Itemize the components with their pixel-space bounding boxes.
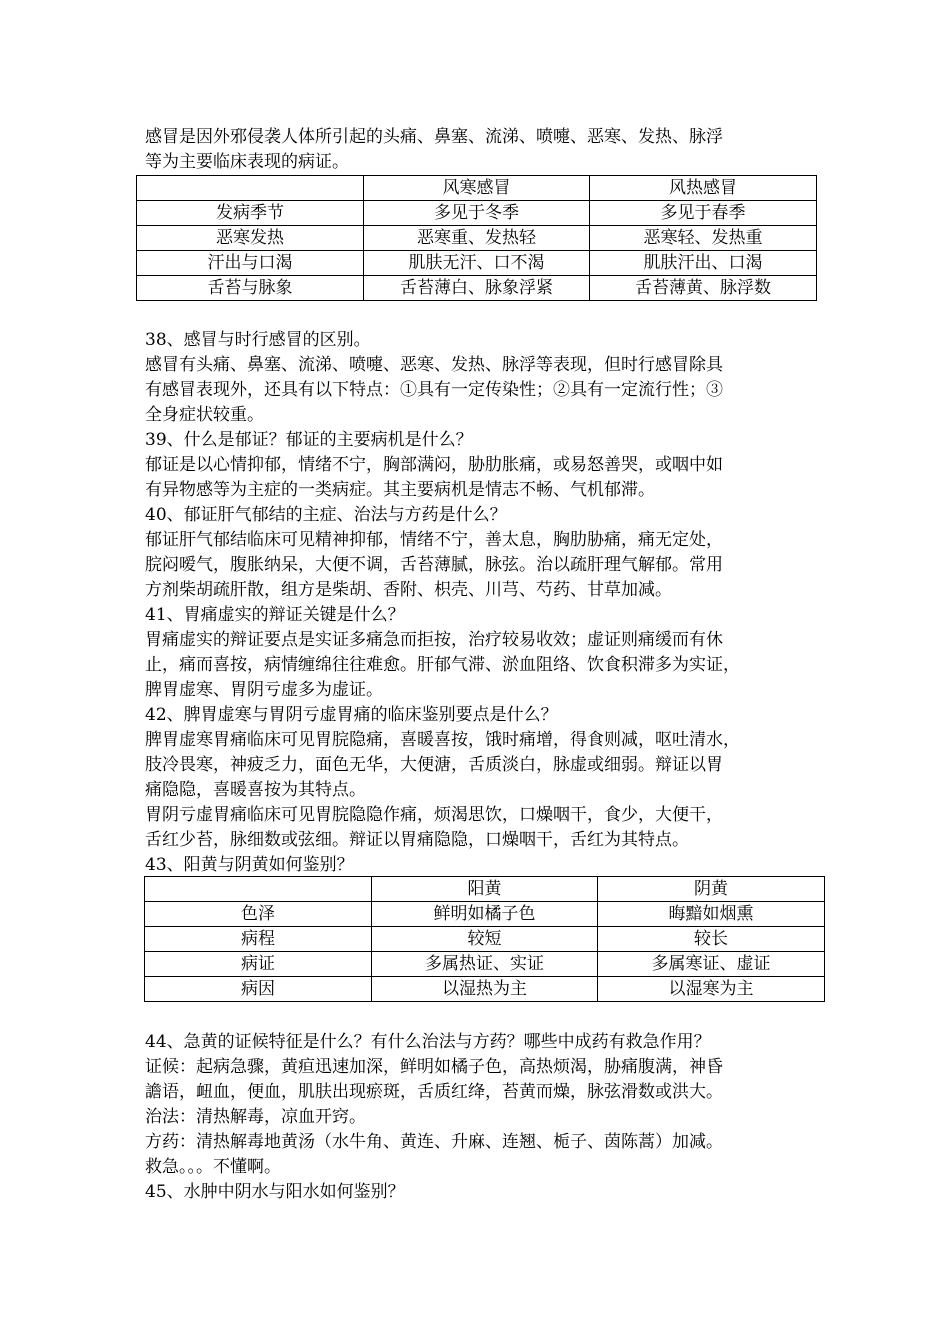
jaundice-comparison-table (144, 876, 825, 1002)
body-line: 胃痛虚实的辩证要点是实证多痛急而拒按，治疗较易收效；虚证则痛缓而有休 (145, 630, 723, 650)
table-row (137, 276, 817, 301)
table-cell: 恶寒轻、发热重 (590, 226, 817, 251)
table-row (137, 251, 817, 276)
table-header-cell (145, 877, 372, 902)
table-row (137, 201, 817, 226)
table-cell: 舌苔与脉象 (137, 276, 364, 301)
table-cell: 色泽 (145, 902, 372, 927)
body-line: 肢冷畏寒，神疲乏力，面色无华，大便溏，舌质淡白，脉虚或细弱。辩证以胃 (145, 755, 723, 775)
table-cell: 病程 (145, 927, 372, 952)
table-cell: 晦黯如烟熏 (598, 902, 825, 927)
table-cell: 舌苔薄白、脉象浮紧 (364, 276, 590, 301)
table-cell: 病因 (145, 977, 372, 1002)
table-cell: 较短 (372, 927, 598, 952)
table-header-cell: 阳黄 (372, 877, 598, 902)
table-row (145, 927, 825, 952)
body-line: 有异物感等为主症的一类病症。其主要病机是情志不畅、气机郁滞。 (145, 480, 655, 500)
table-header-cell (137, 176, 364, 201)
table-cell: 较长 (598, 927, 825, 952)
intro-line: 感冒是因外邪侵袭人体所引起的头痛、鼻塞、流涕、喷嚏、恶寒、发热、脉浮 (145, 127, 723, 147)
section-heading: 44、急黄的证候特征是什么？有什么治法与方药？哪些中成药有救急作用？ (145, 1032, 711, 1052)
table-cell: 汗出与口渴 (137, 251, 364, 276)
cold-type-comparison-table (136, 175, 817, 301)
table-cell: 肌肤汗出、口渴 (590, 251, 817, 276)
body-line: 感冒有头痛、鼻塞、流涕、喷嚏、恶寒、发热、脉浮等表现，但时行感冒除具 (145, 355, 723, 375)
body-line: 脾胃虚寒胃痛临床可见胃脘隐痛，喜暖喜按，饿时痛增，得食则减，呕吐清水， (145, 730, 740, 750)
body-line: 譫语，衄血，便血，肌肤出现瘀斑，舌质红绛，苔黄而燥，脉弦滑数或洪大。 (145, 1082, 723, 1102)
table-row (145, 977, 825, 1002)
table-row (137, 226, 817, 251)
body-line: 痛隐隐，喜暖喜按为其特点。 (145, 780, 366, 800)
body-line: 脘闷嗳气，腹胀纳呆，大便不调，舌苔薄腻，脉弦。治以疏肝理气解郁。常用 (145, 555, 723, 575)
section-heading: 41、胃痛虚实的辩证关键是什么？ (145, 605, 405, 625)
body-line: 治法：清热解毒，凉血开窍。 (145, 1107, 366, 1127)
table-cell: 病证 (145, 952, 372, 977)
body-line: 证候：起病急骤，黄疸迅速加深，鲜明如橘子色，高热烦渴，胁痛腹满，神昏 (145, 1057, 723, 1077)
body-line: 胃阴亏虚胃痛临床可见胃脘隐隐作痛，烦渴思饮，口燥咽干，食少，大便干， (145, 805, 723, 825)
table-header-row (145, 877, 825, 902)
body-line: 有感冒表现外，还具有以下特点：①具有一定传染性；②具有一定流行性；③ (145, 380, 723, 400)
body-line: 全身症状较重。 (145, 405, 264, 425)
table-cell: 多见于冬季 (364, 201, 590, 226)
table-cell: 舌苔薄黄、脉浮数 (590, 276, 817, 301)
section-heading: 39、什么是郁证？郁证的主要病机是什么？ (145, 430, 473, 450)
table-row (145, 902, 825, 927)
body-line: 舌红少苔，脉细数或弦细。辩证以胃痛隐隐，口燥咽干，舌红为其特点。 (145, 830, 689, 850)
intro-line: 等为主要临床表现的病证。 (145, 152, 349, 172)
table-cell: 多属热证、实证 (372, 952, 598, 977)
table-header-cell: 风寒感冒 (364, 176, 590, 201)
body-line: 脾胃虚寒、胃阴亏虚多为虚证。 (145, 680, 383, 700)
body-line: 郁证肝气郁结临床可见精神抑郁，情绪不宁，善太息，胸肋胁痛，痛无定处， (145, 530, 723, 550)
section-heading: 38、感冒与时行感冒的区别。 (145, 330, 371, 350)
table-cell: 以湿热为主 (372, 977, 598, 1002)
table-cell: 多属寒证、虚证 (598, 952, 825, 977)
table-cell: 鲜明如橘子色 (372, 902, 598, 927)
table-cell: 多见于春季 (590, 201, 817, 226)
table-header-row (137, 176, 817, 201)
section-heading: 42、脾胃虚寒与胃阴亏虚胃痛的临床鉴别要点是什么？ (145, 705, 558, 725)
body-line: 救急。。。不懂啊。 (145, 1157, 281, 1177)
section-heading: 45、水肿中阴水与阳水如何鉴别？ (145, 1182, 405, 1202)
table-row (145, 952, 825, 977)
table-cell: 以湿寒为主 (598, 977, 825, 1002)
body-line: 方药：清热解毒地黄汤（水牛角、黄连、升麻、连翘、栀子、茵陈蒿）加减。 (145, 1132, 723, 1152)
table-cell: 发病季节 (137, 201, 364, 226)
table-cell: 肌肤无汗、口不渴 (364, 251, 590, 276)
body-line: 方剂柴胡疏肝散，组方是柴胡、香附、枳壳、川芎、芍药、甘草加减。 (145, 580, 672, 600)
body-line: 止，痛而喜按，病情缠绵往往难愈。肝郁气滞、淤血阻络、饮食积滞多为实证， (145, 655, 740, 675)
table-cell: 恶寒发热 (137, 226, 364, 251)
section-heading: 40、郁证肝气郁结的主症、治法与方药是什么？ (145, 505, 507, 525)
body-line: 郁证是以心情抑郁，情绪不宁，胸部满闷，胁肋胀痛，或易怒善哭，或咽中如 (145, 455, 723, 475)
table-header-cell: 阴黄 (598, 877, 825, 902)
table-header-cell: 风热感冒 (590, 176, 817, 201)
section-heading: 43、阳黄与阴黄如何鉴别？ (145, 855, 354, 875)
table-cell: 恶寒重、发热轻 (364, 226, 590, 251)
